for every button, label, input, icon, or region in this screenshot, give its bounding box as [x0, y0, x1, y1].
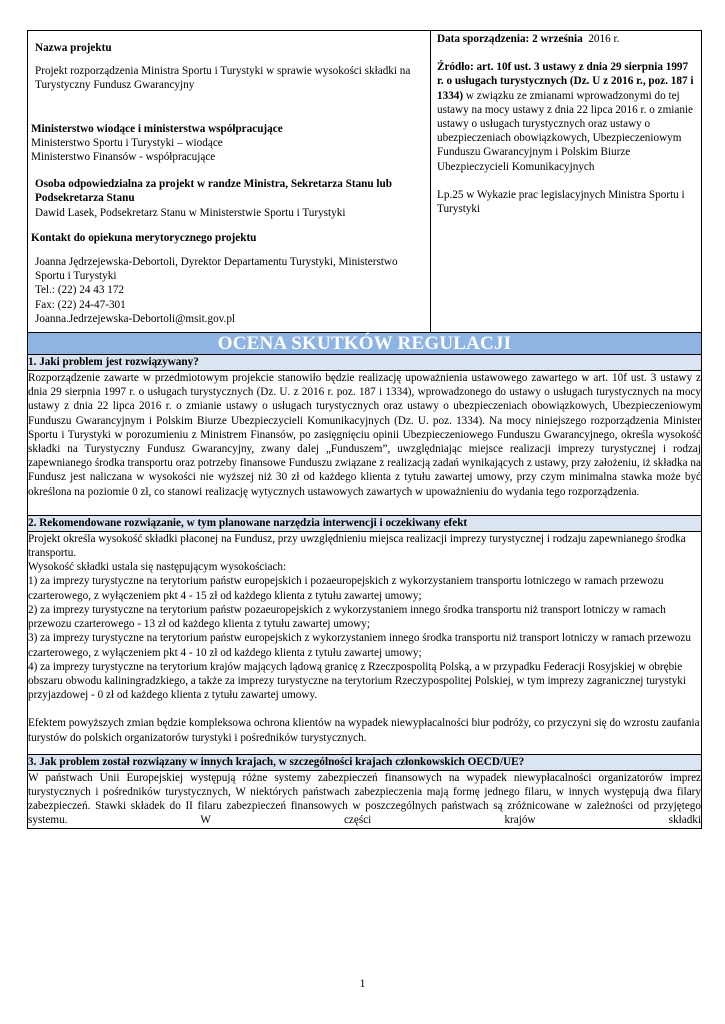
section-1-heading-row [28, 355, 702, 371]
contact-email: Joanna.Jedrzejewska-Debortoli@msit.gov.pl [35, 312, 236, 325]
document-page [27, 30, 699, 829]
section-2-body [28, 531, 702, 754]
title-row [28, 333, 702, 355]
section-3-body: W państwach Unii Europejskiej występują różne systemy zabezpieczeń finansowych na wypadek niewypłacalności organizatorów imprez turystycznych i pośredników turystycznych, W niektórych państwach zabezpieczenia mają formę jednego filaru, w innych występują dwa filary zabezpieczeń. Stawki składek do II filaru zabezpieczeń finansowych w poszczególnych państwach są zróżnicowane w zależności od przyjętego systemu. W części krajów składki [28, 771, 701, 827]
section-2-line: 2) za imprezy turystyczne na terytorium państw pozaeuropejskich z wykorzystaniem innego środka transportu niż transport lotniczy w ramach przewozu czarterowego - 13 zł od każdego klienta z tytułu zawartej umowy; [28, 603, 666, 631]
title-cell [28, 333, 702, 355]
ministries-label: Ministerstwo wiodące i ministerstwa współpracujące [31, 122, 283, 135]
responsible-person-text: Dawid Lasek, Podsekretarz Stanu w Ministerstwie Sportu i Turystyki [35, 206, 346, 219]
section-2-line: Projekt określa wysokość składki płaconej na Fundusz, przy uwzględnieniu miejsca realizacji imprezy turystycznej i rodzaju zapewnianego środka transportu. [28, 532, 686, 560]
section-2-effect: Efektem powyższych zmian będzie kompleksowa ochrona klientów na wypadek niewypłacalności biur podróży, co przyczyni się do wzrostu zaufania turystów do polskich organizatorów turystyki i pośredników turystycznych. [28, 717, 700, 744]
section-2-heading-row [28, 515, 702, 531]
ministry-leading: Ministerstwo Sportu i Turystyki – wiodące [31, 136, 223, 149]
date-value: 2016 r. [588, 33, 620, 45]
page-number: 1 [359, 978, 366, 990]
section-2-line: 4) za imprezy turystyczne na terytorium krajów mających lądową granicę z Rzeczpospolitą Polską, a w przypadku Federacji Rosyjskiej w obrębie obszaru obwodu kaliningradzkiego, a także za imprezy turystyczne na terytorium Rzeczypospolitej Polskiej, w tym imprezy zagranicznej turystyki przyjazdowej - 0 zł od każdego klienta z tytułu zawartej umowy. [28, 660, 686, 702]
responsible-person-label: Osoba odpowiedzialna za projekt w randze Ministra, Sekretarza Stanu lub Podsekretarza Stanu [35, 178, 392, 205]
contact-person: Joanna Jędrzejewska-Debortoli, Dyrektor Departamentu Turystyki, Ministerstwo Sportu i Turystyki [35, 256, 398, 283]
document-title: OCENA SKUTKÓW REGULACJI [217, 333, 512, 355]
date-label: Data sporządzenia: 2 września [437, 33, 583, 45]
source-text [437, 60, 695, 174]
legislative-list-text: Lp.25 w Wykazie prac legislacyjnych Ministra Sportu i Turystyki [437, 188, 685, 216]
section-3-body-row [28, 770, 702, 828]
project-name-label: Nazwa projektu [35, 42, 112, 54]
source-label: Źródło: art. 10f ust. 3 ustawy z dnia 29 sierpnia 1997 r. o usługach turystycznych (Dz. U z 2016 r., poz. 187 i 1334) [437, 61, 694, 102]
source-description: w związku ze zmianami wprowadzonymi do tej ustawy na mocy ustawy z dnia 22 lipca 2016 r. o zmianie ustawy o usługach turystycznych oraz ustawy o ubezpieczeniach obowiązkowych, Ubezpieczeniowym Funduszu Gwarancyjnym i Polskim Biurze Ubezpieczycieli Komunikacyjnych [437, 89, 694, 173]
project-name-text: Projekt rozporządzenia Ministra Sportu i Turystyki w sprawie wysokości składki na Turystyczny Fundusz Gwarancyjny [35, 65, 411, 92]
section-1-body: Rozporządzenie zawarte w przedmiotowym projekcie stanowiło będzie realizację upoważnienia ustawowego zawartego w art. 10f ust. 3 ustawy z dnia 29 sierpnia 1997 r. o usługach turystycznych (Dz. U. z 2016 r. poz. 187 i 1334), wprowadzonego do ustawy o usługach turystycznych na mocy ustawy z dnia 22 lipca 2016 r. o zmianie ustawy o usługach turystycznych oraz ustawy o ubezpieczeniach obowiązkowych, Ubezpieczeniowym Funduszu Gwarancyjnym i Polskim Biurze Ubezpieczycieli Komunikacyjnych (Dz. U. poz. 1334). Na mocy niniejszego rozporządzenia Minister Sportu i Turystyki w porozumieniu z Ministrem Finansów, po zasięgnięciu opinii Ubezpieczeniowego Funduszu Gwarancyjnego, określa wysokość składki na Turystyczny Fundusz Gwarancyjny, zwany dalej „Funduszem”, uwzględniając miejsce realizacji imprezy turystycznej i rodzaj zapewnianego środka transportu oraz potrzeby finansowe Funduszu związane z realizacją zadań wynikających z ustawy, przy założeniu, iż składka na Fundusz jest naliczana w wysokości nie wyższej niż 30 zł od każdego klienta z tytułu zawartej umowy, przy czym minimalna stawka może być określona na poziomie 0 zł, co stanowi realizację wytycznych ustawowych zawartych w upoważnieniu do wydania tego rozporządzenia. [28, 371, 702, 516]
contact-phone: Tel.: (22) 24 43 172 [35, 284, 125, 297]
date-line [437, 32, 695, 46]
ministry-cooperating: Ministerstwo Finansów - współpracujące [31, 151, 216, 164]
contact-label: Kontakt do opiekuna merytorycznego projektu [31, 231, 257, 244]
contact-fax: Fax: (22) 24-47-301 [35, 298, 126, 311]
section-3-heading-row [28, 754, 702, 770]
section-2-body-row [28, 531, 702, 754]
section-1-heading: 1. Jaki problem jest rozwiązywany? [28, 355, 702, 371]
section-2-line: Wysokość składki ustala się następującym wysokościach: [28, 561, 287, 574]
section-1-body-row [28, 371, 702, 516]
project-info-cell [28, 31, 431, 333]
section-2-line: 3) za imprezy turystyczne na terytorium państw europejskich z wykorzystaniem innego środka transportu niż transport lotniczy w ramach przewozu czarterowego, z wyłączeniem pkt 4 - 10 zł od każdego klienta z tytułu zawartej umowy; [28, 632, 691, 659]
header-row [28, 31, 702, 333]
section-2-heading: 2. Rekomendowane rozwiązanie, w tym planowane narzędzia interwencji i oczekiwany efekt [28, 515, 702, 531]
date-source-cell [431, 31, 702, 333]
section-2-line: 1) za imprezy turystyczne na terytorium państw europejskich i pozaeuropejskich z wykorzystaniem transportu lotniczego w ramach przewozu czarterowego, z wyłączeniem pkt 4 - 15 zł od każdego klienta z tytułu zawartej umowy; [28, 575, 664, 602]
section-3-heading: 3. Jak problem został rozwiązany w innych krajach, w szczególności krajach członkowskich OECD/UE? [28, 754, 702, 770]
osr-table [27, 30, 702, 829]
